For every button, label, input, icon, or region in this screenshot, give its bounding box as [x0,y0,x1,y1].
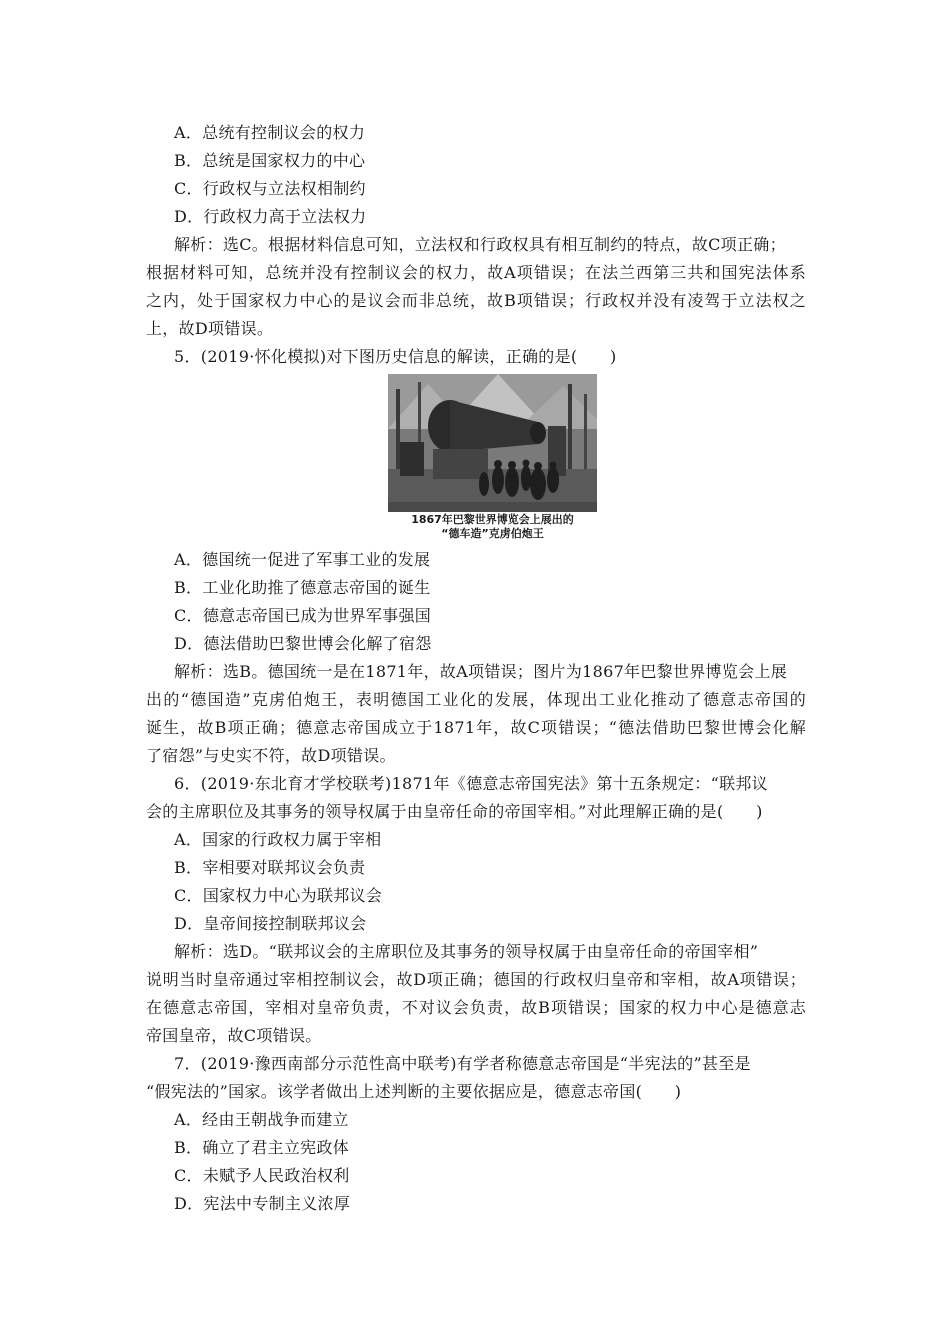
q5-option-a: A．德国统一促进了军事工业的发展 [174,550,431,569]
q4-option-c: C．行政权与立法权相制约 [174,179,366,198]
q5-option-c: C．德意志帝国已成为世界军事强国 [174,606,432,625]
q6-stem-line: 会的主席职位及其事务的领导权属于由皇帝任命的帝国宰相。”对此理解正确的是( ) [146,802,763,821]
q6-analysis-line: 解析：选D。“联邦议会的主席职位及其事务的领导权属于由皇帝任命的帝国宰相” [174,942,759,961]
q6-option-d: D．皇帝间接控制联邦议会 [174,914,367,933]
q5-stem: 5．(2019·怀化模拟)对下图历史信息的解读，正确的是( ) [174,347,617,366]
q5-analysis-line: 出的“德国造”克虏伯炮王，表明德国工业化的发展，体现出工业化推动了德意志帝国的 [146,690,806,709]
q6-analysis-line: 说明当时皇帝通过宰相控制议会，故D项正确；德国的行政权归皇帝和宰相，故A项错误； [146,970,806,989]
q6-analysis-line: 在德意志帝国，宰相对皇帝负责，不对议会负责，故B项错误；国家的权力中心是德意志 [146,998,806,1017]
q7-option-c: C．未赋予人民政治权利 [174,1166,350,1185]
q4-analysis-line: 上，故D项错误。 [146,319,274,338]
q4-option-a: A．总统有控制议会的权力 [174,123,366,142]
q7-stem-line: “假宪法的”国家。该学者做出上述判断的主要依据应是，德意志帝国( ) [146,1082,682,1101]
q4-option-d: D．行政权力高于立法权力 [174,207,367,226]
krupp-cannon-engraving [388,374,597,512]
q6-option-a: A．国家的行政权力属于宰相 [174,830,382,849]
q6-analysis-line: 帝国皇帝，故C项错误。 [146,1026,322,1045]
q7-stem-line: 7．(2019·豫西南部分示范性高中联考)有学者称德意志帝国是“半宪法的”甚至是 [174,1054,751,1073]
q4-option-b: B．总统是国家权力的中心 [174,151,366,170]
q6-option-c: C．国家权力中心为联邦议会 [174,886,383,905]
q5-analysis-line: 了宿怨”与史实不符，故D项错误。 [146,746,396,765]
q4-analysis-line: 之内，处于国家权力中心的是议会而非总统，故B项错误；行政权并没有凌驾于立法权之 [146,291,806,310]
q5-option-d: D．德法借助巴黎世博会化解了宿怨 [174,634,432,653]
q7-option-d: D．宪法中专制主义浓厚 [174,1194,351,1213]
q7-option-a: A．经由王朝战争而建立 [174,1110,349,1129]
q4-analysis-line: 根据材料可知，总统并没有控制议会的权力，故A项错误；在法兰西第三共和国宪法体系 [146,263,806,282]
figure-caption-line: “德车造”克虏伯炮王 [441,527,544,540]
q6-stem-line: 6．(2019·东北育才学校联考)1871年《德意志帝国宪法》第十五条规定：“联邦议 [174,774,768,793]
q6-option-b: B．宰相要对联邦议会负责 [174,858,366,877]
q5-analysis-line: 诞生，故B项正确；德意志帝国成立于1871年，故C项错误；“德法借助巴黎世博会化解 [146,718,806,737]
q5-option-b: B．工业化助推了德意志帝国的诞生 [174,578,431,597]
q7-option-b: B．确立了君主立宪政体 [174,1138,350,1157]
q5-analysis-line: 解析：选B。德国统一是在1871年，故A项错误；图片为1867年巴黎世界博览会上展 [174,662,788,681]
figure-caption-line: 1867年巴黎世界博览会上展出的 [411,513,574,526]
q4-analysis-line: 解析：选C。根据材料信息可知，立法权和行政权具有相互制约的特点，故C项正确； [174,235,786,254]
